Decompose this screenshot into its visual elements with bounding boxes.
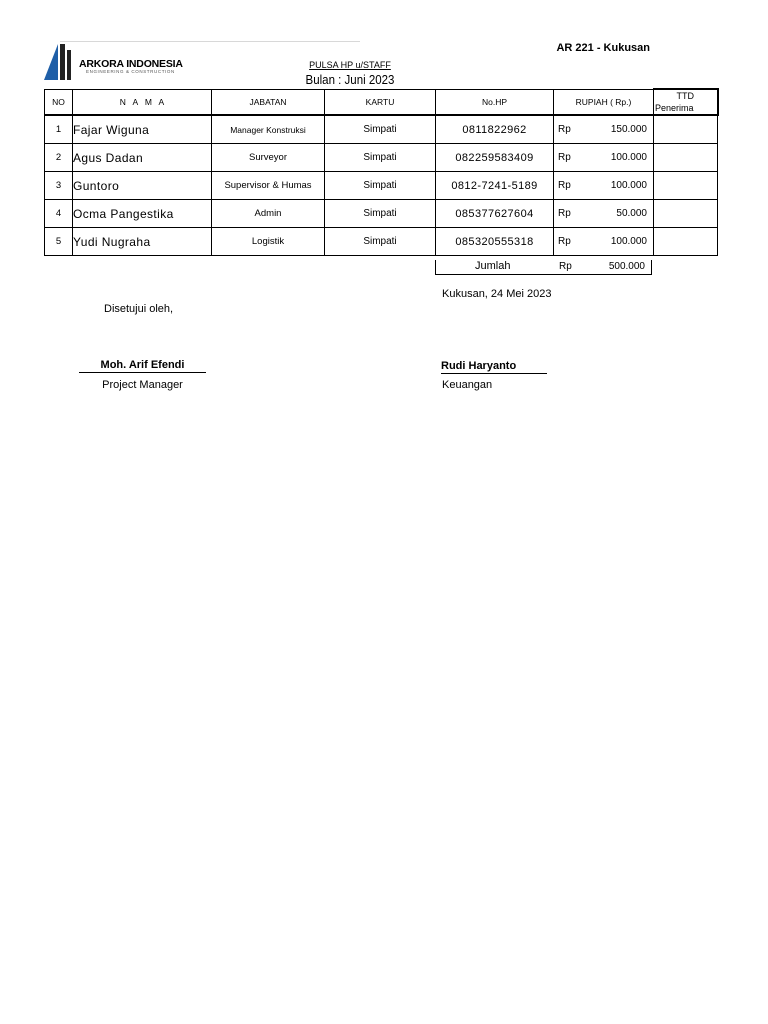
row-kartu: Simpati	[325, 228, 436, 256]
row-no: 3	[45, 172, 73, 200]
row-jabatan: Admin	[212, 200, 325, 228]
signatory-left-role: Project Manager	[102, 379, 183, 391]
total-currency: Rp	[559, 261, 572, 272]
col-header-jabatan: JABATAN	[212, 89, 325, 115]
row-currency: Rp	[558, 152, 571, 163]
col-header-ttd-line1: TTD	[676, 91, 694, 101]
row-signature-cell	[654, 115, 718, 144]
row-jabatan: Supervisor & Humas	[212, 172, 325, 200]
document-subtitle: PULSA HP u/STAFF	[309, 60, 391, 70]
row-nohp: 085320555318	[436, 228, 554, 256]
col-header-rupiah: RUPIAH ( Rp.)	[554, 89, 654, 115]
row-signature-cell	[654, 200, 718, 228]
table-row	[45, 172, 718, 200]
row-amount: 50.000	[616, 208, 647, 219]
row-no: 4	[45, 200, 73, 228]
approved-by-label: Disetujui oleh,	[104, 303, 174, 315]
table-row	[45, 144, 718, 172]
row-nama: Yudi Nugraha	[73, 228, 212, 256]
total-label: Jumlah	[475, 260, 511, 272]
col-header-nohp: No.HP	[436, 89, 554, 115]
signatory-right-name: Rudi Haryanto	[441, 360, 547, 374]
row-jabatan: Manager Konstruksi	[212, 115, 325, 144]
row-no: 1	[45, 115, 73, 144]
signatory-left-name: Moh. Arif Efendi	[79, 359, 206, 373]
document-period: Bulan : Juni 2023	[305, 73, 395, 87]
table-row	[45, 200, 718, 228]
row-currency: Rp	[558, 208, 571, 219]
row-currency: Rp	[558, 236, 571, 247]
row-nohp: 0811822962	[436, 115, 554, 144]
row-rupiah	[554, 144, 654, 172]
header-rule	[60, 41, 360, 42]
row-nohp: 082259583409	[436, 144, 554, 172]
row-nama: Guntoro	[73, 172, 212, 200]
total-row	[435, 260, 652, 275]
company-name: ARKORA INDONESIA	[79, 58, 183, 70]
col-header-ttd	[654, 89, 718, 115]
row-amount: 150.000	[610, 124, 647, 135]
place-date: Kukusan, 24 Mei 2023	[442, 288, 552, 300]
row-currency: Rp	[558, 124, 571, 135]
table-row	[45, 115, 718, 144]
row-nama: Agus Dadan	[73, 144, 212, 172]
row-no: 2	[45, 144, 73, 172]
row-rupiah	[554, 115, 654, 144]
row-currency: Rp	[558, 180, 571, 191]
row-rupiah	[554, 172, 654, 200]
row-signature-cell	[654, 228, 718, 256]
col-header-kartu: KARTU	[325, 89, 436, 115]
table-header-row	[45, 89, 718, 115]
row-amount: 100.000	[610, 180, 647, 191]
row-kartu: Simpati	[325, 144, 436, 172]
col-header-nama: N A M A	[73, 89, 212, 115]
col-header-no: NO	[45, 89, 73, 115]
row-jabatan: Logistik	[212, 228, 325, 256]
row-nohp: 085377627604	[436, 200, 554, 228]
total-amount: 500.000	[608, 261, 645, 272]
row-jabatan: Surveyor	[212, 144, 325, 172]
col-header-ttd-line2: Penerima	[655, 103, 694, 113]
allowance-table	[44, 88, 719, 256]
row-amount: 100.000	[610, 236, 647, 247]
document-reference: AR 221 - Kukusan	[556, 42, 650, 54]
row-rupiah	[554, 228, 654, 256]
signatory-right-role: Keuangan	[442, 379, 493, 391]
row-no: 5	[45, 228, 73, 256]
row-kartu: Simpati	[325, 172, 436, 200]
row-signature-cell	[654, 172, 718, 200]
row-kartu: Simpati	[325, 200, 436, 228]
table-row	[45, 228, 718, 256]
row-amount: 100.000	[610, 152, 647, 163]
row-signature-cell	[654, 144, 718, 172]
row-kartu: Simpati	[325, 115, 436, 144]
company-tagline: ENGINEERING & CONSTRUCTION	[86, 69, 175, 74]
row-nama: Fajar Wiguna	[73, 115, 212, 144]
row-nohp: 0812-7241-5189	[436, 172, 554, 200]
row-nama: Ocma Pangestika	[73, 200, 212, 228]
arkora-logo-icon	[44, 42, 77, 80]
row-rupiah	[554, 200, 654, 228]
